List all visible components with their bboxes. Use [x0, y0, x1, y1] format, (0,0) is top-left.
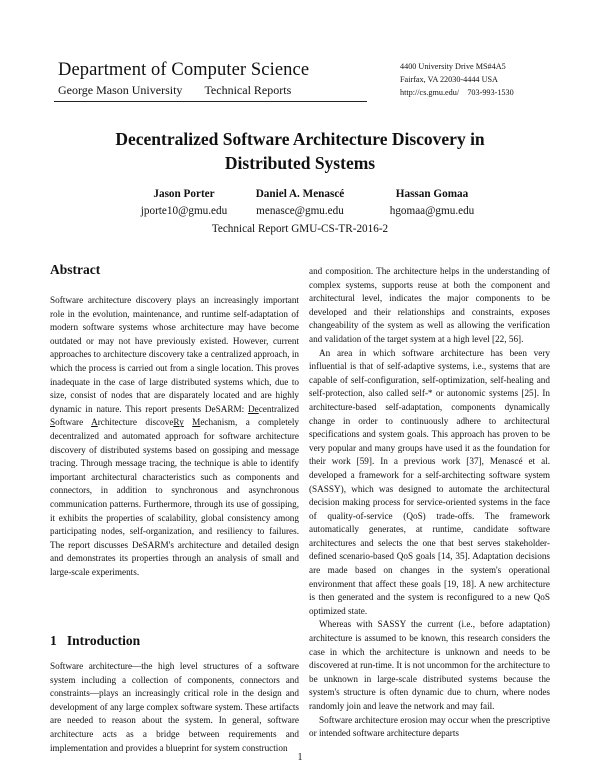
paragraph: Software architecture—the high level structures of a software system including a collection of components, connectors and constraints—plays an increasingly critical role in the design and development of any large complex software system. These artifacts are needed to reason about the system. In general, software architecture acts as a bridge between requirements and implementation and provides a blueprint for system construction — [50, 661, 299, 753]
acronym-letter: S — [50, 417, 56, 428]
page-number: 1 — [297, 752, 303, 763]
paragraph: Software architecture erosion may occur when the prescriptive or intended software architecture departs — [309, 714, 550, 739]
introduction-body — [50, 660, 299, 755]
section-title: Introduction — [66, 633, 141, 648]
header-subline — [58, 83, 313, 98]
section-number: 1 — [50, 633, 57, 648]
address-line-3: http://cs.gmu.edu/ 703-993-1530 — [400, 88, 514, 97]
acronym-letter: y — [179, 417, 184, 428]
introduction-heading — [50, 633, 140, 649]
acronym-rest: echanism — [200, 417, 236, 428]
author-name: Hassan Gomaa — [395, 188, 469, 200]
author-email: menasce@gmu.edu — [256, 205, 344, 217]
abstract-heading: Abstract — [50, 262, 101, 277]
author-name: Jason Porter — [153, 188, 215, 200]
paragraph: and composition. The architecture helps in the understanding of complex systems, supports reuse at both the component and architectural level, indicates the major components to be developed and their relationships and constraints, exposes changeability of the system as well as allowing the verification and validation of the target system at a high level [22, 56]. — [309, 266, 550, 344]
paper-title — [60, 127, 540, 175]
acronym-letter: M — [192, 417, 201, 428]
author-name: Daniel A. Menascé — [255, 188, 345, 200]
abstract-text-1: Software architecture discovery plays an increasingly important role in the evolution, maintenance, and runtime self-adaptation of modern software systems whose architecture may have become outdated or may not have previously existed. However, current approaches to architecture discovery take a centralized approach, in which the process is carried out from a single location. This proves inadequate in the case of large distributed systems which, due to size, consist of nodes that are disparately located and are highly dynamic in nature. This report presents DeSARM: — [50, 295, 299, 414]
department-name: Department of Computer Science — [58, 60, 310, 80]
author-email: hgomaa@gmu.edu — [389, 205, 475, 217]
report-number: Technical Report GMU-CS-TR-2016-2 — [211, 223, 389, 235]
paragraph: Whereas with SASSY the current (i.e., before adaptation) architecture is assumed to be known, this research considers the case in which the architecture is unknown and needs to be discovered at run-time. It is not uncommon for the architecture to be unknown in large-scale distributed systems because the system's structure is often dynamic due to churn, where nodes randomly join and leave the network and may fail. — [309, 619, 550, 711]
address-line-1: 4400 University Drive MS#4A5 — [400, 62, 506, 71]
acronym-rest: oftware — [55, 417, 92, 428]
paragraph: An area in which software architecture has been very influential is that of self-adaptive systems, i.e., systems that are capable of self-configuration, self-optimization, self-healing and self-protection, also called self-* or autonomic systems [25]. In architecture-based self-adaptation, components dynamically change in order to continuously adhere to architectural specifications and system goals. This approach has proven to be very popular and many groups have used it as the foundation for their work [59]. In a previous work [37], Menascé et al. developed a framework for a self-architecting software system (SASSY), which was designed to automate the architectural decision making process for service-oriented systems in the face of quality-of-service (QoS) trade-offs. The framework automatically generates, at runtime, candidate software architectures and selects the one that best serves stakeholder-defined scenario-based QoS goals [14, 35]. Adaptation decisions are made based on changes in the system's operational environment that affect these goals [19, 18]. A new architecture is then generated and the system is reconfigured to a new QoS optimized state. — [309, 347, 550, 616]
department-address — [400, 60, 514, 99]
title-line-2: Distributed Systems — [224, 153, 376, 173]
author-3 — [352, 186, 512, 220]
acronym-rest — [184, 417, 192, 427]
acronym-rest: rchitecture discove — [97, 417, 174, 428]
acronym-rest: centralized — [258, 403, 299, 414]
right-column-body — [309, 265, 550, 741]
abstract-body — [50, 294, 299, 579]
acronym-letter: A — [91, 417, 98, 428]
title-line-1: Decentralized Software Architecture Discovery in — [115, 129, 485, 149]
university-name: George Mason University — [58, 83, 183, 97]
acronym-letter: R — [173, 417, 180, 428]
address-line-2: Fairfax, VA 22030-4444 USA — [400, 75, 498, 84]
author-email: jporte10@gmu.edu — [140, 205, 228, 217]
acronym-letter: De — [247, 403, 259, 414]
header-rule — [54, 101, 367, 102]
abstract-text-2: , a completely decentralized and automated approach for software architecture discovery of distributed systems based on gossiping and message tracing. Through message tracing, the technique is able to identify important architectural characteristics such as components and connectors, in addition to synchronous and asynchronous communication patterns. Furthermore, through its use of gossiping, it exhibits the properties of scalability, global consistency among participating nodes, self-organization, and resiliency to failures. The report discusses DeSARM's architecture and detailed design and demonstrates its properties through an analysis of small and large-scale experiments. — [50, 417, 299, 577]
series-name: Technical Reports — [204, 83, 292, 97]
